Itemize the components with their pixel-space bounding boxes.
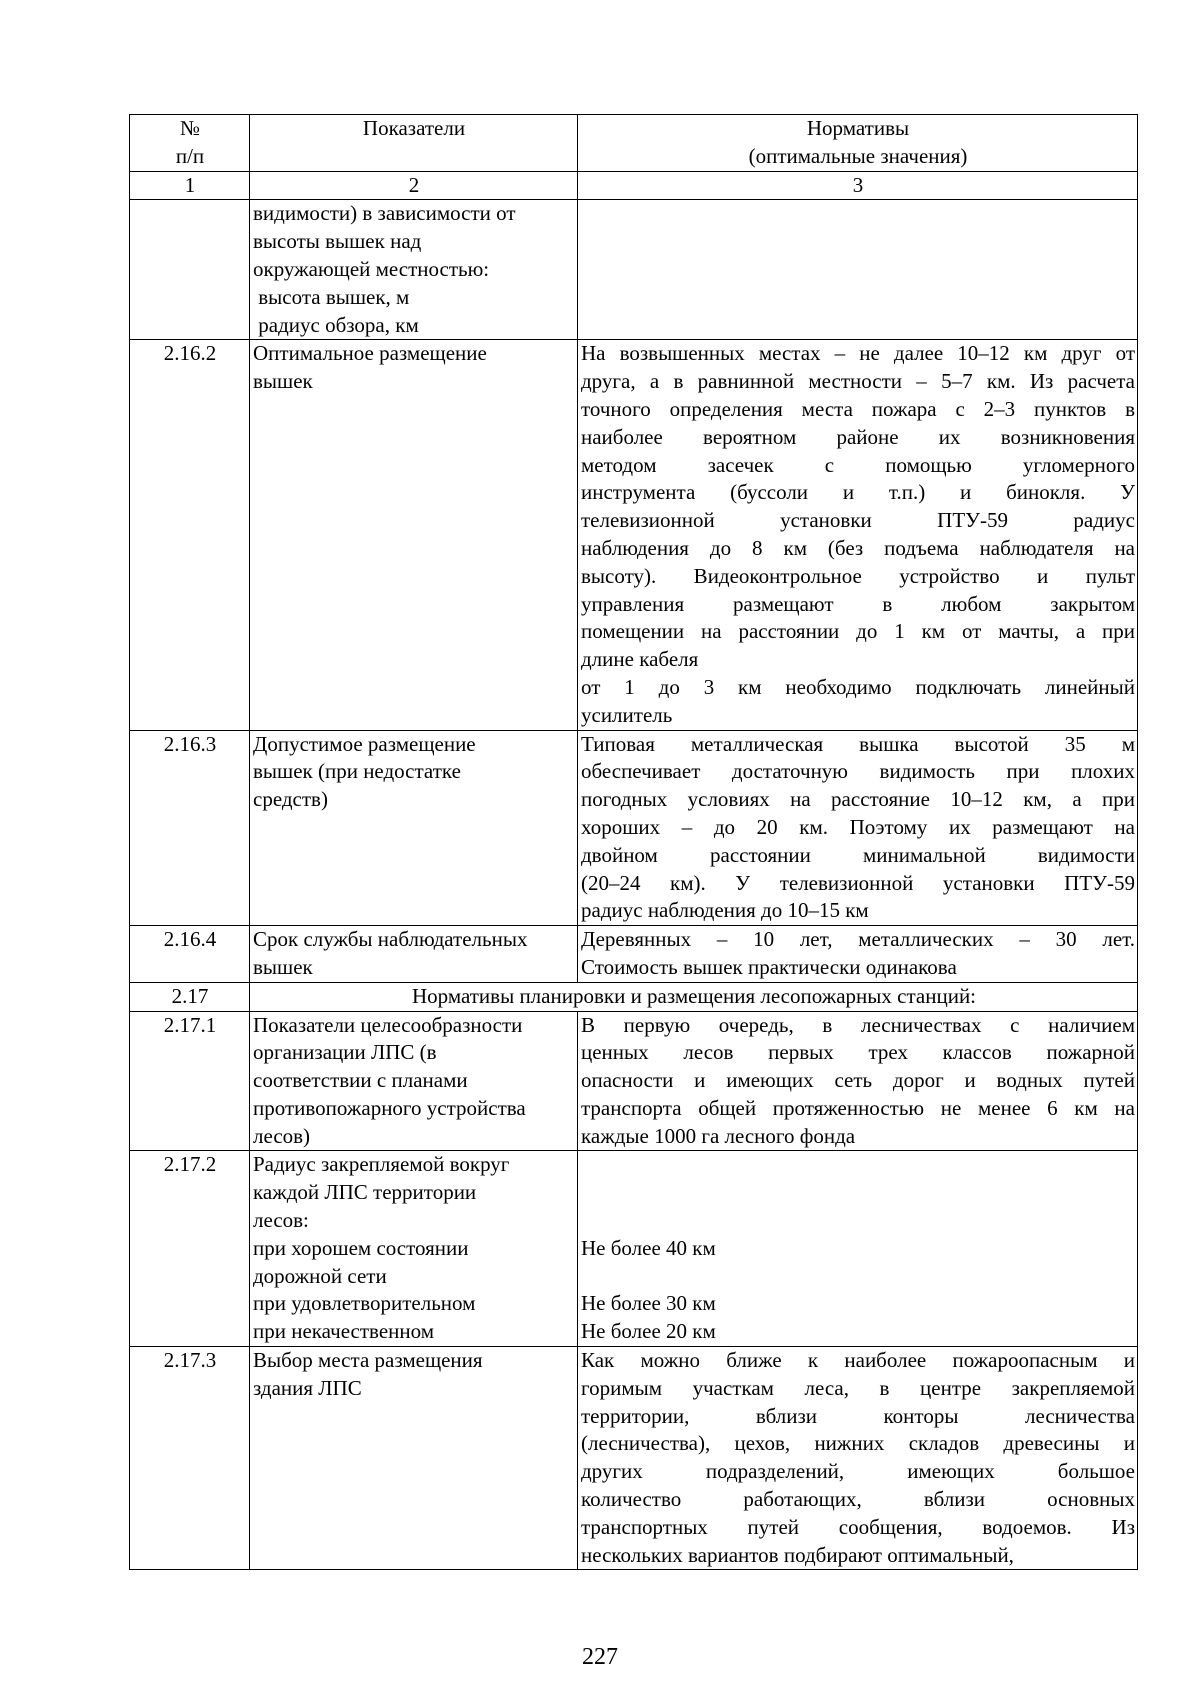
indicator-line: видимости) в зависимости от — [253, 201, 516, 226]
table-body — [130, 200, 1138, 1570]
indicator-line: противопожарного устройства — [253, 1095, 526, 1120]
norm-line: управления размещают в любом закрытом — [581, 591, 1135, 616]
norm-line: усилитель — [581, 702, 673, 727]
norm-cell — [578, 1151, 1138, 1347]
norm-line: На возвышенных местах – не далее 10–12 км друг от — [581, 341, 1135, 366]
indicator-cell — [250, 1151, 578, 1347]
norm-line: телевизионной установки ПТУ-59 радиус — [581, 508, 1135, 533]
indicator-line: каждой ЛПС территории — [253, 1180, 477, 1205]
norm-line — [581, 1207, 1135, 1235]
norm-cell — [578, 1347, 1138, 1570]
norm-line — [581, 1263, 1135, 1291]
header-norms-line2: (оптимальные значения) — [748, 143, 968, 168]
indicator-line: здания ЛПС — [253, 1375, 362, 1400]
norm-line: длине кабеля — [581, 647, 699, 672]
row-number: 2.17.3 — [130, 1347, 250, 1570]
indicator-line: вышек — [253, 954, 313, 979]
indicator-line: Показатели целесообразности — [253, 1012, 523, 1037]
norm-line: Деревянных – 10 лет, металлических – 30 лет. — [581, 927, 1135, 952]
indicator-line: при удовлетворительном — [253, 1291, 476, 1316]
norm-line: наиболее вероятном районе их возникновения — [581, 424, 1135, 449]
row-number: 2.17.1 — [130, 1011, 250, 1151]
norm-line: Стоимость вышек практически одинакова — [581, 954, 957, 979]
row-number: 2.16.4 — [130, 926, 250, 983]
table-row — [130, 340, 1138, 730]
indicator-line: окружающей местностью: — [253, 256, 490, 281]
norm-line: высоту). Видеоконтрольное устройство и пульт — [581, 563, 1135, 588]
row-number: 2.16.2 — [130, 340, 250, 730]
norm-line: В первую очередь, в лесничествах с наличием — [581, 1012, 1135, 1037]
norm-line — [581, 1151, 1135, 1179]
indicator-line: Срок службы наблюдательных — [253, 927, 528, 952]
header-indicators: Показатели — [250, 115, 578, 172]
norm-line: транспортных путей сообщения, водоемов. Из — [581, 1514, 1135, 1539]
norm-line: помещении на расстоянии до 1 км от мачты, а при — [581, 619, 1135, 644]
norm-line: двойном расстоянии минимальной видимости — [581, 842, 1135, 867]
page-number: 227 — [582, 1644, 618, 1670]
table-row — [130, 926, 1138, 983]
header-num — [130, 115, 250, 172]
indicator-cell — [250, 340, 578, 730]
table-row — [130, 200, 1138, 340]
indicator-cell — [250, 1011, 578, 1151]
indicator-line: лесов: — [253, 1208, 309, 1233]
header-norms — [578, 115, 1138, 172]
header-colnum-2: 2 — [250, 171, 578, 200]
norm-line — [581, 1179, 1135, 1207]
norm-line: обеспечивает достаточную видимость при плохих — [581, 759, 1135, 784]
table-row — [130, 1011, 1138, 1151]
indicator-line: средств) — [253, 787, 328, 812]
norm-line: Как можно ближе к наиболее пожароопасным и — [581, 1348, 1135, 1373]
indicator-line: вышек — [253, 369, 313, 394]
indicator-line: Оптимальное размещение — [253, 341, 487, 366]
indicator-cell — [250, 730, 578, 926]
norm-line: территории, вблизи конторы лесничества — [581, 1403, 1135, 1428]
norm-cell — [578, 1011, 1138, 1151]
indicator-line: Радиус закрепляемой вокруг — [253, 1152, 510, 1177]
row-number: 2.17 — [130, 982, 250, 1011]
indicator-line: лесов) — [253, 1123, 311, 1148]
indicator-line: при некачественном — [253, 1319, 435, 1344]
indicator-cell — [250, 200, 578, 340]
norm-line: ценных лесов первых трех классов пожарной — [581, 1040, 1135, 1065]
norm-line: инструмента (буссоли и т.п.) и бинокля. У — [581, 480, 1135, 505]
norm-cell — [578, 340, 1138, 730]
table-row — [130, 730, 1138, 926]
indicator-line: Допустимое размещение — [253, 731, 476, 756]
norm-line: (лесничества), цехов, нижних складов древесины и — [581, 1431, 1135, 1456]
norms-table — [129, 114, 1138, 1570]
norm-cell — [578, 200, 1138, 340]
norm-line: хороших – до 20 км. Поэтому их размещают на — [581, 814, 1135, 839]
norm-cell — [578, 730, 1138, 926]
norm-line: нескольких вариантов подбирают оптимальный, — [581, 1542, 1014, 1567]
norm-line: других подразделений, имеющих большое — [581, 1459, 1135, 1484]
table-row — [130, 982, 1138, 1011]
norm-line: Не более 30 км — [581, 1291, 716, 1316]
table-row — [130, 1347, 1138, 1570]
row-number — [130, 200, 250, 340]
norm-line: транспорта общей протяженностью не менее 6 км на — [581, 1095, 1135, 1120]
norm-line: количество работающих, вблизи основных — [581, 1487, 1135, 1512]
indicator-line: организации ЛПС (в — [253, 1040, 437, 1065]
header-colnum-1: 1 — [130, 171, 250, 200]
norm-line: горимым участкам леса, в центре закрепляемой — [581, 1375, 1135, 1400]
indicator-line: Выбор места размещения — [253, 1348, 483, 1373]
indicator-line: высота вышек, м — [253, 284, 410, 309]
norm-line: Типовая металлическая вышка высотой 35 м — [581, 731, 1135, 756]
indicator-cell — [250, 1347, 578, 1570]
header-num-line1: № — [179, 116, 201, 140]
indicator-line: при хорошем состоянии — [253, 1235, 469, 1260]
norm-line: Не более 40 км — [581, 1235, 716, 1260]
indicator-line: соответствии с планами — [253, 1068, 468, 1093]
header-norms-line1: Нормативы — [806, 116, 910, 140]
norm-line: опасности и имеющих сеть дорог и водных путей — [581, 1068, 1135, 1093]
norm-line: каждые 1000 га лесного фонда — [581, 1123, 856, 1148]
norm-line: от 1 до 3 км необходимо подключать линейный — [581, 674, 1135, 699]
row-number: 2.16.3 — [130, 730, 250, 926]
indicator-line: радиус обзора, км — [253, 312, 419, 337]
norm-line: погодных условиях на расстояние 10–12 км, а при — [581, 787, 1135, 812]
indicator-line: вышек (при недостатке — [253, 759, 461, 784]
row-number: 2.17.2 — [130, 1151, 250, 1347]
norm-line: радиус наблюдения до 10–15 км — [581, 898, 869, 923]
norm-line: (20–24 км). У телевизионной установки ПТУ-59 — [581, 870, 1135, 895]
norm-line: наблюдения до 8 км (без подъема наблюдателя на — [581, 535, 1135, 560]
norm-line: методом засечек с помощью угломерного — [581, 452, 1135, 477]
header-num-line2: п/п — [175, 143, 205, 168]
table-row — [130, 1151, 1138, 1347]
norm-line: точного определения места пожара с 2–3 пунктов в — [581, 396, 1135, 421]
indicator-cell — [250, 926, 578, 983]
norm-cell — [578, 926, 1138, 983]
indicator-line: дорожной сети — [253, 1263, 387, 1288]
section-heading: Нормативы планировки и размещения лесопожарных станций: — [250, 982, 1138, 1011]
norm-line: Не более 20 км — [581, 1319, 716, 1344]
header-colnum-3: 3 — [578, 171, 1138, 200]
indicator-line: высоты вышек над — [253, 229, 422, 254]
norm-line: друга, а в равнинной местности – 5–7 км. Из расчета — [581, 369, 1135, 394]
